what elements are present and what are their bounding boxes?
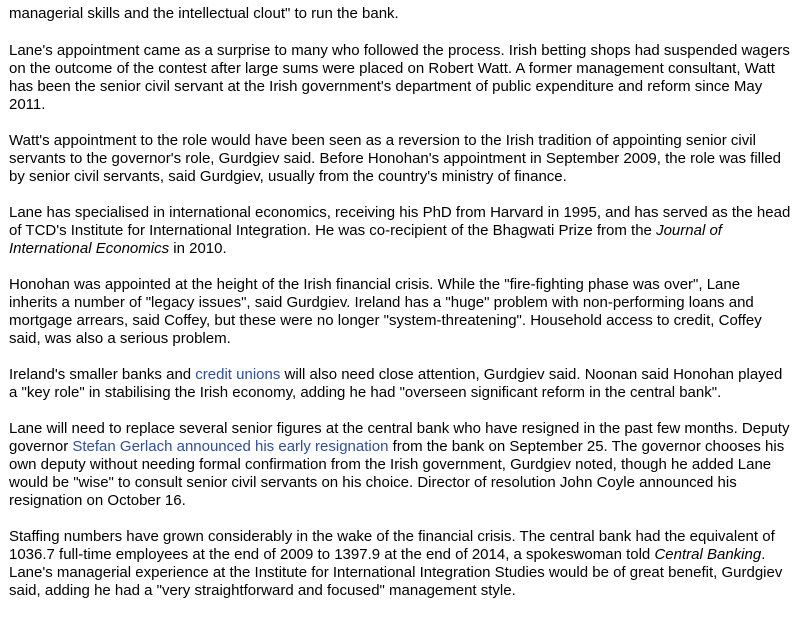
paragraph-5-text: Honohan was appointed at the height of the Irish financial crisis. While the "fire-fighting phase was over", Lane inherits a number of "legacy issues", said Gurdgiev. Ireland has a "huge" problem with non-performing loans and mortgage arrears, said Coffey, but these were no longer "system-threatening". Household access to credit, Coffey said, was also a serious problem.	[9, 276, 762, 347]
paragraph-6-text-before: Ireland's smaller banks and	[9, 366, 196, 383]
credit-unions-link[interactable]: credit unions	[195, 366, 281, 383]
paragraph-7	[9, 420, 791, 510]
article-body	[9, 5, 791, 618]
paragraph-3	[9, 132, 791, 186]
paragraph-3-text: Watt's appointment to the role would have been seen as a reversion to the Irish tradition of appointing senior civil servants to the governor's role, Gurdgiev said. Before Honohan's appointment in September 2009, the role was filled by senior civil servants, said Gurdgiev, usually from the country's ministry of finance.	[9, 132, 782, 185]
paragraph-2-text: Lane's appointment came as a surprise to many who followed the process. Irish betting shops had suspended wagers on the outcome of the contest after large sums were placed on Robert Watt. A former management consultant, Watt has been the senior civil servant at the Irish government's department of public expenditure and reform since May 2011.	[9, 42, 790, 113]
paragraph-7-text-before: Lane will need to replace several senior figures at the central bank who have resigned in the past few months. Deputy governor	[9, 420, 790, 455]
journal-title: Journal of International Economics	[9, 222, 722, 257]
paragraph-4-text-before: Lane has specialised in international economics, receiving his PhD from Harvard in 1995, and has served as the head of TCD's Institute for International Integration. He was co-recipient of the Bhagwati Prize from the	[9, 204, 791, 239]
paragraph-8-text-before: Staffing numbers have grown considerably in the wake of the financial crisis. The central bank had the equivalent of 1036.7 full-time employees at the end of 2009 to 1397.9 at the end of 2014, a spokeswoman told	[9, 528, 775, 563]
paragraph-1-text: managerial skills and the intellectual clout" to run the bank.	[9, 5, 399, 22]
paragraph-4-text-after: in 2010.	[169, 240, 227, 257]
paragraph-1	[9, 5, 791, 23]
paragraph-8	[9, 528, 791, 600]
paragraph-5	[9, 276, 791, 348]
paragraph-8-text-after: . Lane's managerial experience at the Institute for International Integration Studies would be of great benefit, Gurdgiev said, adding he had a "very straightforward and focused" management style.	[9, 546, 783, 599]
paragraph-4	[9, 204, 791, 258]
paragraph-7-text-after: from the bank on September 25. The governor chooses his own deputy without needing formal confirmation from the Irish government, Gurdgiev noted, though he added Lane would be "wise" to consult senior civil servants on his choice. Director of resolution John Coyle announced his resignation on October 16.	[9, 438, 785, 509]
paragraph-2	[9, 42, 791, 114]
gerlach-resignation-link[interactable]: Stefan Gerlach announced his early resignation	[72, 438, 389, 455]
publication-name: Central Banking	[654, 546, 762, 563]
paragraph-6-text-after: will also need close attention, Gurdgiev said. Noonan said Honohan played a "key role" in stabilising the Irish economy, adding he had "overseen significant reform in the central bank".	[9, 366, 783, 401]
paragraph-6	[9, 366, 791, 402]
